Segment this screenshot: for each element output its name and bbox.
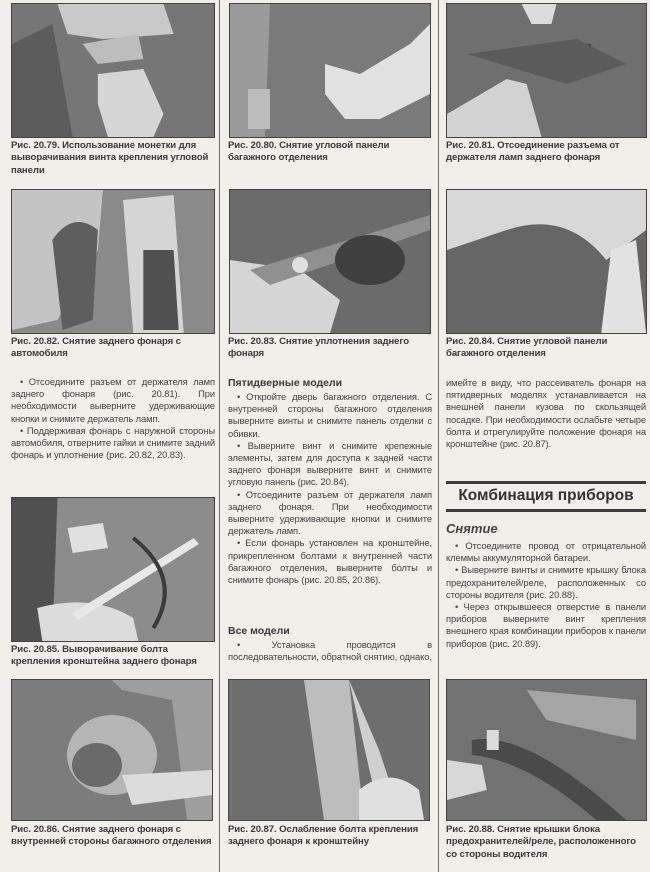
instruction-paragraph: • Отсоедините провод от отрицательной клеммы аккумуляторной батареи.	[446, 540, 646, 564]
figure-20-82-caption: Рис. 20.82. Снятие заднего фонаря с автомобиля	[11, 336, 181, 360]
figure-20-88-photo	[446, 679, 647, 821]
figure-20-85-photo	[11, 497, 215, 642]
figure-20-85-caption: Рис. 20.85. Выворачивание болта крепления кронштейна заднего фонаря	[11, 644, 197, 668]
figure-20-87-caption: Рис. 20.87. Ослабление болта крепления заднего фонаря к кронштейну	[228, 824, 419, 848]
instruction-paragraph: • Поддерживая фонарь с наружной стороны автомобиля, отверните гайки и снимите задний фонарь и уплотнение (рис. 20.82, 20.83).	[11, 424, 215, 461]
section-rule-top	[446, 481, 646, 484]
figure-20-86-caption: Рис. 20.86. Снятие заднего фонаря с внутренней стороны багажного отделения	[11, 824, 212, 848]
instruction-paragraph: • Установка проводится в последовательности, обратной снятию, однако,	[228, 639, 432, 663]
all-models-heading: Все модели	[228, 625, 290, 637]
column-1-instructions	[11, 376, 215, 461]
figure-20-84-photo	[446, 189, 647, 334]
column-separator	[438, 0, 439, 872]
instruction-paragraph: • Выверните винты и снимите крышку блока предохранителей/реле, расположенных со стороны водителя (рис. 20.88).	[446, 564, 646, 600]
figure-20-80-caption: Рис. 20.80. Снятие угловой панели багажного отделения	[228, 140, 390, 164]
instruction-paragraph: имейте в виду, что рассеиватель фонаря на пятидверных моделях устанавливается на внешней панели кузова по скользящей посадке. При необходимости ослабьте четыре болта и отрегулируйте положение фонаря на кронштейне (рис. 20.87).	[446, 377, 646, 450]
figure-20-79-photo	[11, 3, 215, 138]
column-separator	[219, 0, 220, 872]
instrument-cluster-section-title: Комбинация приборов	[458, 487, 634, 504]
instruction-paragraph: • Отсоедините разъем от держателя ламп заднего фонаря (рис. 20.81). При необходимости выверните удерживающие кнопки и снимите держатель ламп.	[11, 376, 215, 424]
instruction-paragraph: • Если фонарь установлен на кронштейне, прикрепленном болтами к внутренней части багажного отделения, выверните болты и снимите фонарь (рис. 20.85, 20.86).	[228, 537, 432, 586]
removal-heading: Снятие	[446, 521, 498, 536]
column-2-instructions	[228, 391, 432, 586]
figure-20-88-caption: Рис. 20.88. Снятие крышки блока предохранителей/реле, расположенного со стороны водителя	[446, 824, 636, 860]
figure-20-87-photo	[228, 679, 430, 821]
instruction-paragraph: • Выверните винт и снимите крепежные элементы, затем для доступа к задней части заднего фонаря выверните винт и снимите угловую панель (рис. 20.84).	[228, 439, 432, 488]
column-3-removal-instructions	[446, 540, 646, 650]
figure-20-86-photo	[11, 679, 213, 821]
instruction-paragraph: • Через открывшееся отверстие в панели приборов выверните винт крепления внешнего края комбинации приборов к панели приборов (рис. 20.89).	[446, 601, 646, 649]
figure-20-84-caption: Рис. 20.84. Снятие угловой панели багажного отделения	[446, 336, 608, 360]
figure-20-82-photo	[11, 189, 215, 334]
figure-20-81-photo	[446, 3, 647, 138]
section-rule-bottom	[446, 509, 646, 512]
figure-20-81-caption: Рис. 20.81. Отсоединение разъема от держателя ламп заднего фонаря	[446, 140, 620, 164]
column-3-continued-text	[446, 377, 646, 450]
figure-20-83-caption: Рис. 20.83. Снятие уплотнения заднего фонаря	[228, 336, 409, 360]
figure-20-83-photo	[229, 189, 431, 334]
instruction-paragraph: • Откройте дверь багажного отделения. С внутренней стороны багажного отделения выверните винты и снимите панель отделки с обивки.	[228, 391, 432, 439]
five-door-models-heading: Пятидверные модели	[228, 377, 343, 389]
instruction-paragraph: • Отсоедините разъем от держателя ламп заднего фонаря. При необходимости выверните удерживающие кнопки и снимите держатель ламп.	[228, 488, 432, 537]
figure-20-79-caption: Рис. 20.79. Использование монетки для выворачивания винта крепления угловой панели	[11, 140, 209, 176]
column-2-all-models-text	[228, 639, 432, 663]
figure-20-80-photo	[229, 3, 431, 138]
